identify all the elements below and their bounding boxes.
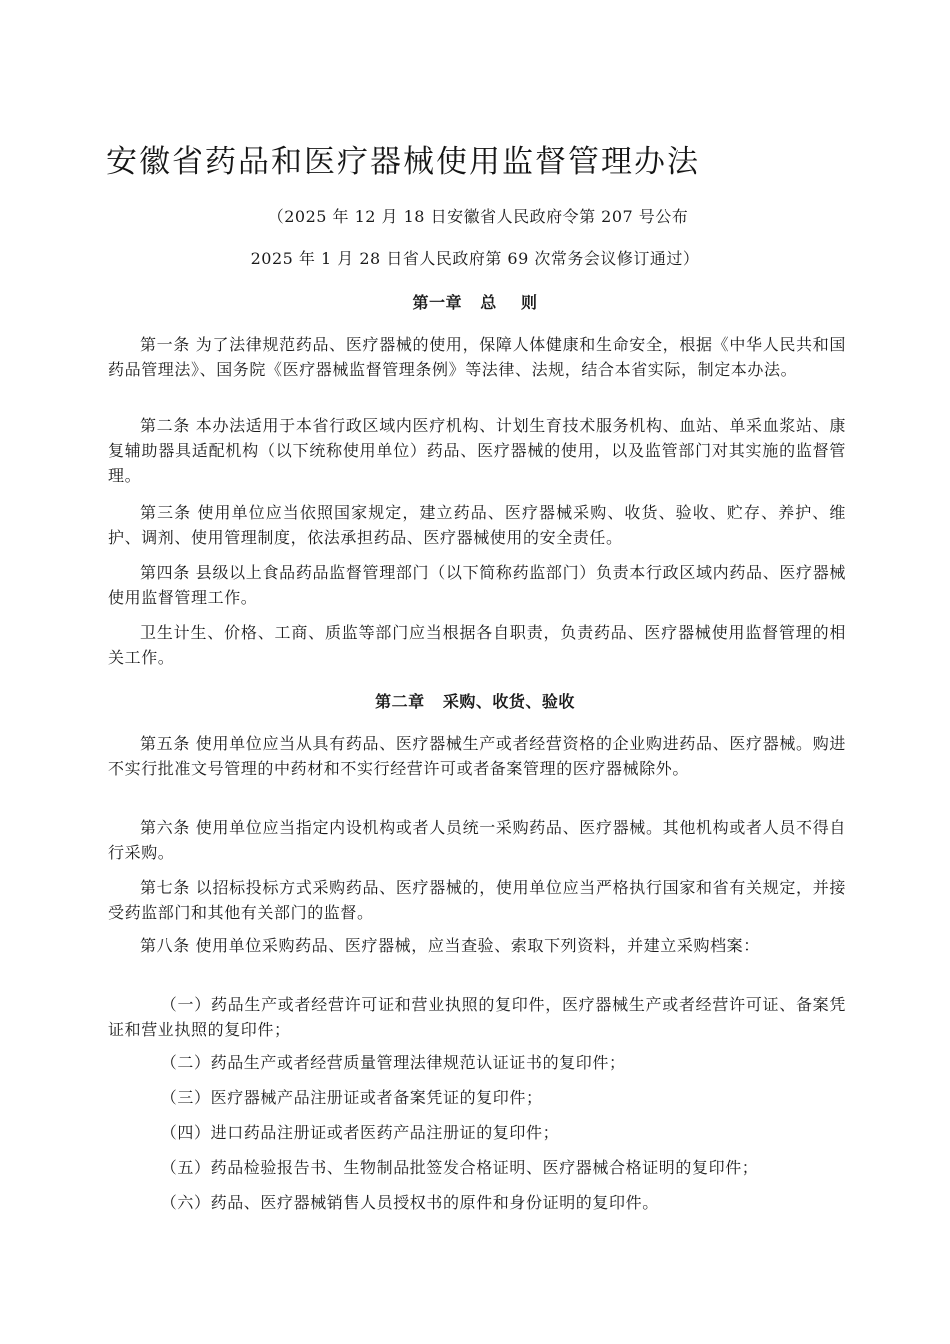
article-8: 第八条 使用单位采购药品、医疗器械，应当查验、索取下列资料，并建立采购档案： xyxy=(140,936,760,955)
list-item: （三）医疗器械产品注册证或者备案凭证的复印件； xyxy=(160,1088,543,1107)
article-1: 第一条 为了法律规范药品、医疗器械的使用，保障人体健康和生命安全，根据《中华人民共和国药品管理法》、国务院《医疗器械监督管理条例》等法律、法规，结合本省实际，制定本办法。 xyxy=(108,335,846,379)
article-4: 第四条 县级以上食品药品监督管理部门（以下简称药监部门）负责本行政区域内药品、医疗器械使用监督管理工作。 xyxy=(108,563,846,607)
list-item: （六）药品、医疗器械销售人员授权书的原件和身份证明的复印件。 xyxy=(160,1193,659,1212)
article-3: 第三条 使用单位应当依照国家规定，建立药品、医疗器械采购、收货、验收、贮存、养护、维护、调剂、使用管理制度，依法承担药品、医疗器械使用的安全责任。 xyxy=(108,503,846,547)
list-item: （二）药品生产或者经营质量管理法律规范认证证书的复印件； xyxy=(160,1053,626,1072)
article-6: 第六条 使用单位应当指定内设机构或者人员统一采购药品、医疗器械。其他机构或者人员不得自行采购。 xyxy=(108,818,846,862)
list-item: （一）药品生产或者经营许可证和营业执照的复印件，医疗器械生产或者经营许可证、备案凭证和营业执照的复印件； xyxy=(108,995,846,1039)
article-2: 第二条 本办法适用于本省行政区域内医疗机构、计划生育技术服务机构、血站、单采血浆站、康复辅助器具适配机构（以下统称使用单位）药品、医疗器械的使用，以及监管部门对其实施的监督管理。 xyxy=(108,416,846,485)
document-subtitle-revision: 2025 年 1 月 28 日省人民政府第 69 次常务会议修订通过） xyxy=(250,249,700,268)
chapter-heading-1: 第一章 总 则 xyxy=(412,293,538,312)
list-item: （四）进口药品注册证或者医药产品注册证的复印件； xyxy=(160,1123,560,1142)
chapter-heading-2: 第二章 采购、收货、验收 xyxy=(375,692,575,711)
article-7: 第七条 以招标投标方式采购药品、医疗器械的，使用单位应当严格执行国家和省有关规定，并接受药监部门和其他有关部门的监督。 xyxy=(108,878,846,922)
list-item: （五）药品检验报告书、生物制品批签发合格证明、医疗器械合格证明的复印件； xyxy=(160,1158,759,1177)
document-title: 安徽省药品和医疗器械使用监督管理办法 xyxy=(106,144,700,180)
article-5: 第五条 使用单位应当从具有药品、医疗器械生产或者经营资格的企业购进药品、医疗器械。购进不实行批准文号管理的中药材和不实行经营许可或者备案管理的医疗器械除外。 xyxy=(108,734,846,778)
article-4-paragraph-2: 卫生计生、价格、工商、质监等部门应当根据各自职责，负责药品、医疗器械使用监督管理的相关工作。 xyxy=(108,623,846,667)
document-subtitle-publication: （2025 年 12 月 18 日安徽省人民政府令第 207 号公布 xyxy=(267,207,689,226)
